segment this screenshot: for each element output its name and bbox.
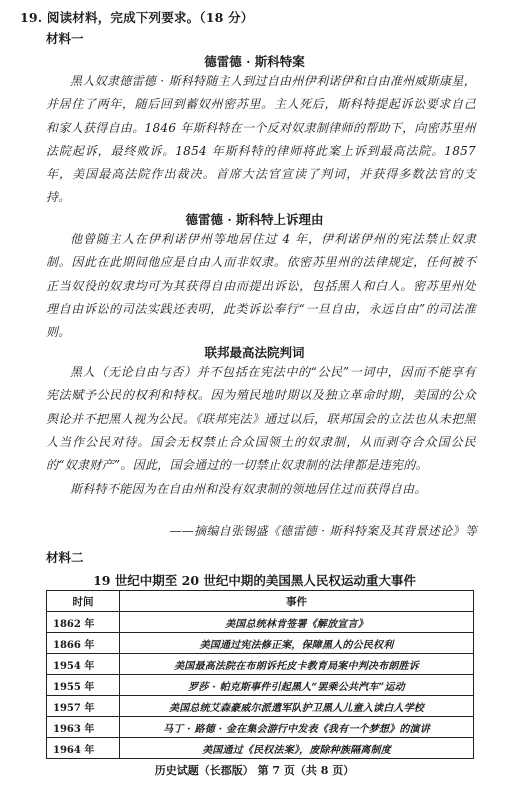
section-title-case: 德雷德 · 斯科特案 [204,54,305,69]
table-row [47,675,474,696]
row-year: 1866 年 [47,633,120,654]
table-row [47,738,474,759]
page-footer: 历史试题（长郡版） 第 7 页（共 8 页） [154,764,355,777]
row-event: 美国总统林肯签署《解放宣言》 [120,612,474,633]
header-time: 时间 [47,591,120,612]
row-year: 1862 年 [47,612,120,633]
table-row [47,717,474,738]
row-year: 1963 年 [47,717,120,738]
material-1-label: 材料一 [46,31,84,46]
table-row [47,696,474,717]
case-paragraph: 黑人奴隶德雷德 · 斯科特随主人到过自由州伊利诺伊和自由准州威斯康星，并居住了两年，随后回到蓄奴州密苏里。主人死后，斯科特提起诉讼要求自己和家人获得自由。1846 年斯科特在一个反对奴隶制律师的帮助下，向密苏里州法院起诉，最终败诉。1854 年斯科特的律师将此案上诉到最高法院。1857 年，美国最高法院作出裁决。首席大法官宣读了判词，并获得多数法官的支持。 [46,74,476,205]
ruling-paragraph: 黑人（无论自由与否）并不包括在宪法中的“公民”一词中，因而不能享有宪法赋予公民的权利和特权。因为殖民地时期以及独立革命时期，美国的公众舆论并不把黑人视为公民。《联邦宪法》通过以后，联邦国会的立法也从未把黑人当作公民对待。国会无权禁止合众国领土的奴隶制，从而剥夺合众国公民的“奴隶财产”。因此，国会通过的一切禁止奴隶制的法律都是违宪的。 [46,365,476,473]
question-header: 19. 阅读材料，完成下列要求。（18 分） [20,10,254,25]
row-event: 美国总统艾森豪威尔派遣军队护卫黑人儿童入读白人学校 [120,696,474,717]
row-year: 1957 年 [47,696,120,717]
table-row [47,633,474,654]
appeal-paragraph: 他曾随主人在伊利诺伊州等地居住过 4 年，伊利诺伊州的宪法禁止奴隶制。因此在此期间他应是自由人而非奴隶。依密苏里州的法律规定，任何被不正当奴役的奴隶均可为其获得自由而提出诉讼，包括黑人和白人。密苏里州处理自由诉讼的司法实践还表明，此类诉讼奉行“一旦自由，永远自由”的司法准则。 [46,232,476,340]
source-citation: ——摘编自张锡盛《德雷德 · 斯科特案及其背景述论》等 [169,524,477,538]
ruling-conclusion-paragraph: 斯科特不能因为在自由州和没有奴隶制的领地居住过而获得自由。 [70,482,427,496]
section-title-ruling: 联邦最高法院判词 [204,345,305,360]
row-event: 罗莎 · 帕克斯事件引起黑人“罢乘公共汽车”运动 [120,675,474,696]
row-year: 1954 年 [47,654,120,675]
row-event: 美国最高法院在布朗诉托皮卡教育局案中判决布朗胜诉 [120,654,474,675]
events-table [46,590,474,759]
row-event: 马丁 · 路德 · 金在集会游行中发表《我有一个梦想》的演讲 [120,717,474,738]
table-title: 19 世纪中期至 20 世纪中期的美国黑人民权运动重大事件 [93,573,416,588]
table-row [47,612,474,633]
header-event: 事件 [120,591,474,612]
section-title-appeal: 德雷德 · 斯科特上诉理由 [185,212,324,227]
table-row [47,654,474,675]
material-2-label: 材料二 [46,550,84,565]
row-year: 1964 年 [47,738,120,759]
table-header-row [47,591,474,612]
row-event: 美国通过《民权法案》，废除种族隔离制度 [120,738,474,759]
row-year: 1955 年 [47,675,120,696]
row-event: 美国通过宪法修正案，保障黑人的公民权利 [120,633,474,654]
